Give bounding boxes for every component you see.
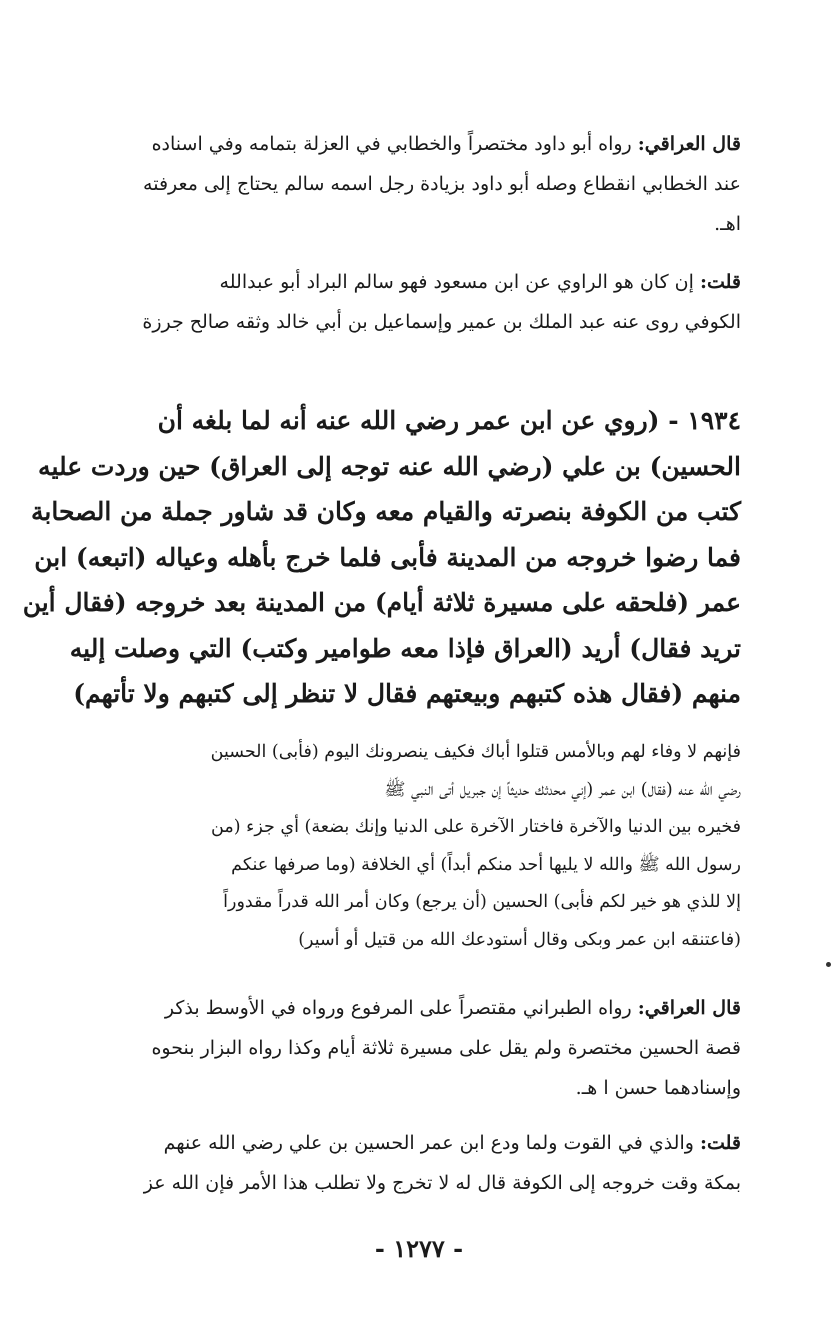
commentary-label: قال العراقي: <box>637 133 741 155</box>
hadith-line: كتب من الكوفة بنصرته والقيام معه وكان قد شاور جملة من الصحابة <box>30 497 741 526</box>
commentary-iraqi-1 <box>96 124 741 244</box>
text-line: قال العراقي: رواه الطبراني مقتصراً على المرفوع ورواه في الأوسط بذكر <box>164 997 741 1019</box>
text-line: قلت: إن كان هو الراوي عن ابن مسعود فهو سالم البراد أبو عبدالله <box>219 271 741 293</box>
page-number: - ١٢٧٧ - <box>374 1234 464 1263</box>
text-line: قلت: والذي في القوت ولما ودع ابن عمر الحسين بن علي رضي الله عنهم <box>163 1132 741 1154</box>
text-line: (فاعتنقه ابن عمر وبكى وقال أستودعك الله من قتيل أو أسير) <box>298 929 741 950</box>
text-line: قصة الحسين مختصرة ولم يقل على مسيرة ثلاثة أيام وكذا رواه البزار بنحوه <box>151 1037 741 1059</box>
hadith-line: تريد فقال) أريد (العراق فإذا معه طوامير وكتب) التي وصلت إليه <box>69 633 741 663</box>
text-line: إلا للذي هو خير لكم فأبى) الحسين (أن يرجع) وكان أمر الله قدراً مقدوراً <box>223 892 741 912</box>
hadith-line: فما رضوا خروجه من المدينة فأبى فلما خرج بأهله وعياله (اتبعه) ابن <box>34 542 741 572</box>
commentary-iraqi-2 <box>96 988 741 1108</box>
hadith-line: عمر (فلحقه على مسيرة ثلاثة أيام) من المدينة بعد خروجه (فقال أين <box>22 588 741 617</box>
text-line: فإنهم لا وفاء لهم وبالأمس قتلوا أباك فكيف ينصرونك اليوم (فأبى) الحسين <box>210 742 741 762</box>
commentary-label: قال العراقي: <box>637 997 741 1019</box>
hadith-main-text <box>22 398 741 717</box>
commentary-label: قلت: <box>699 271 741 293</box>
text-line: رسول الله ﷺ والله لا يليها أحد منكم أبداً) أي الخلافة (وما صرفها عنكم <box>231 854 741 875</box>
text-line: بمكة وقت خروجه إلى الكوفة قال له لا تخرج ولا تطلب هذا الأمر فإن الله عز <box>143 1172 741 1194</box>
text-line: اهـ. <box>714 213 741 235</box>
hadith-line: الحسين) بن علي (رضي الله عنه توجه إلى العراق) حين وردت عليه <box>38 451 741 481</box>
scan-speck <box>826 962 831 967</box>
hadith-line: ١٩٣٤ - (روي عن ابن عمر رضي الله عنه أنه لما بلغه أن <box>157 406 741 435</box>
commentary-label: قلت: <box>699 1132 741 1154</box>
text-line: عند الخطابي انقطاع وصله أبو داود بزيادة رجل اسمه سالم يحتاج إلى معرفته <box>143 173 741 195</box>
text-line: وإسنادهما حسن ا هـ. <box>575 1077 741 1099</box>
text-line: فخيره بين الدنيا والآخرة فاختار الآخرة على الدنيا وإنك بضعة) أي جزء (من <box>211 817 741 837</box>
commentary-qultu-1 <box>96 262 741 342</box>
text-line: قال العراقي: رواه أبو داود مختصراً والخطابي في العزلة بتمامه وفي اسناده <box>151 133 741 155</box>
text-line: الكوفي روى عنه عبد الملك بن عمير وإسماعيل بن أبي خالد وثقه صالح جرزة <box>142 311 741 333</box>
commentary-qultu-2 <box>96 1123 741 1203</box>
hadith-line: منهم (فقال هذه كتبهم وبيعتهم فقال لا تنظر إلى كتبهم ولا تأتهم) <box>73 679 741 708</box>
hadith-continuation <box>96 734 741 959</box>
text-line: رضي الله عنه (فقال) ابن عمر (إني محدثك حديثاً إن جبريل أتى النبي ﷺ <box>384 779 741 800</box>
